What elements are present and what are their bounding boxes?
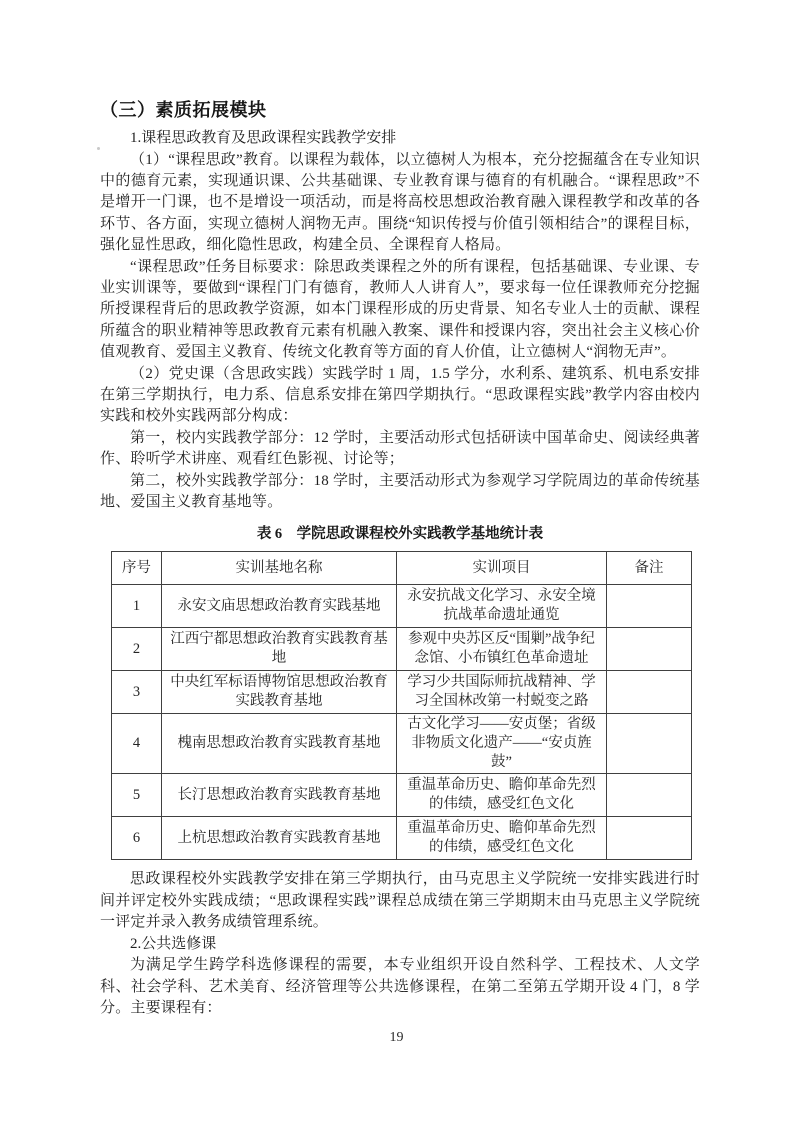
paragraph-on-campus-practice: 第一，校内实践教学部分：12 学时，主要活动形式包括研读中国革命史、阅读经典著作、聆听学术讲座、观看红色影视、讨论等；	[100, 429, 700, 468]
cell-project: 学习少共国际师抗战精神、学习全国林改第一村蜕变之路	[397, 671, 607, 714]
cell-seq: 3	[112, 671, 162, 714]
practice-base-table	[111, 551, 692, 860]
cell-base-name: 长汀思想政治教育实践教育基地	[162, 774, 397, 817]
cell-base-name: 槐南思想政治教育实践教育基地	[162, 714, 397, 774]
subsection-title-2: 2.公共选修课	[130, 935, 217, 952]
cell-remark	[607, 774, 692, 817]
cell-remark	[607, 585, 692, 628]
table-row	[112, 774, 692, 817]
table-row	[112, 671, 692, 714]
cell-seq: 1	[112, 585, 162, 628]
column-header-project: 实训项目	[397, 552, 607, 585]
document-content	[100, 96, 700, 1019]
column-header-base-name: 实训基地名称	[162, 552, 397, 585]
table-row	[112, 714, 692, 774]
cell-base-name: 江西宁都思想政治教育实践教育基地	[162, 628, 397, 671]
paragraph-elective-courses: 为满足学生跨学科选修课程的需要，本专业组织开设自然科学、工程技术、人文学科、社会学科、艺术美育、经济管理等公共选修课程，在第二至第五学期开设 4 门，8 学分。主要课程有：	[100, 957, 700, 1016]
cell-seq: 5	[112, 774, 162, 817]
paragraph-party-history-course: （2）党史课（含思政实践）实践学时 1 周，1.5 学分，水利系、建筑系、机电系安排在第三学期执行，电力系、信息系安排在第四学期执行。“思政课程实践”教学内容由校内实践和校外实践两部分构成：	[100, 365, 700, 425]
paragraph-after-table: 思政课程校外实践教学安排在第三学期执行，由马克思主义学院统一安排实践进行时间并评定校外实践成绩；“思政课程实践”课程总成绩在第三学期期末由马克思主义学院统一评定并录入教务成绩管理系统。	[100, 871, 700, 931]
cell-seq: 4	[112, 714, 162, 774]
table-row	[112, 817, 692, 860]
cell-project: 古文化学习——安贞堡；省级非物质文化遗产——“安贞旌鼓”	[397, 714, 607, 774]
paragraph-course-ideology-1: （1）“课程思政”教育。以课程为载体，以立德树人为根本，充分挖掘蕴含在专业知识中的德育元素，实现通识课、公共基础课、专业教育课与德育的有机融合。“课程思政”不是增开一门课，也不是增设一项活动，而是将高校思想政治教育融入课程教学和改革的各环节、各方面，实现立德树人润物无声。围绕“知识传授与价值引领相结合”的课程目标，强化显性思政，细化隐性思政，构建全员、全课程育人格局。	[100, 151, 700, 254]
subsection-title-1: 1.课程思政教育及思政课程实践教学安排	[130, 130, 397, 146]
table-row	[112, 628, 692, 671]
cell-remark	[607, 714, 692, 774]
table-row	[112, 585, 692, 628]
paragraph-off-campus-practice: 第二，校外实践教学部分：18 学时，主要活动形式为参观学习学院周边的革命传统基地、爱国主义教育基地等。	[100, 472, 700, 510]
cell-seq: 6	[112, 817, 162, 860]
cell-base-name: 中央红军标语博物馆思想政治教育实践教育基地	[162, 671, 397, 714]
cell-seq: 2	[112, 628, 162, 671]
cell-project: 重温革命历史、瞻仰革命先烈的伟绩，感受红色文化	[397, 817, 607, 860]
column-header-seq: 序号	[112, 552, 162, 585]
section-heading: （三）素质拓展模块	[100, 100, 267, 120]
cell-remark	[607, 817, 692, 860]
paragraph-course-ideology-2: “课程思政”任务目标要求：除思政类课程之外的所有课程，包括基础课、专业课、专业实训课等，要做到“课程门门有德育，教师人人讲育人”，要求每一位任课教师充分挖掘所授课程背后的思政教学资源，如本门课程形成的历史背景、知名专业人士的贡献、课程所蕴含的职业精神等思政教育元素有机融入教案、课件和授课内容，突出社会主义核心价值观教育、爱国主义教育、传统文化教育等方面的育人价值，让立德树人“润物无声”。	[100, 258, 700, 361]
cell-remark	[607, 671, 692, 714]
cell-project: 重温革命历史、瞻仰革命先烈的伟绩，感受红色文化	[397, 774, 607, 817]
cell-remark	[607, 628, 692, 671]
column-header-remark: 备注	[607, 552, 692, 585]
cell-project: 参观中央苏区反“围剿”战争纪念馆、小布镇红色革命遗址	[397, 628, 607, 671]
table-header-row	[112, 552, 692, 585]
cell-project: 永安抗战文化学习、永安全境抗战革命遗址通览	[397, 585, 607, 628]
page-number: 19	[389, 1030, 404, 1045]
cell-base-name: 永安文庙思想政治教育实践基地	[162, 585, 397, 628]
cell-base-name: 上杭思想政治教育实践教育基地	[162, 817, 397, 860]
table-caption: 表 6 学院思政课程校外实践教学基地统计表	[256, 526, 544, 543]
